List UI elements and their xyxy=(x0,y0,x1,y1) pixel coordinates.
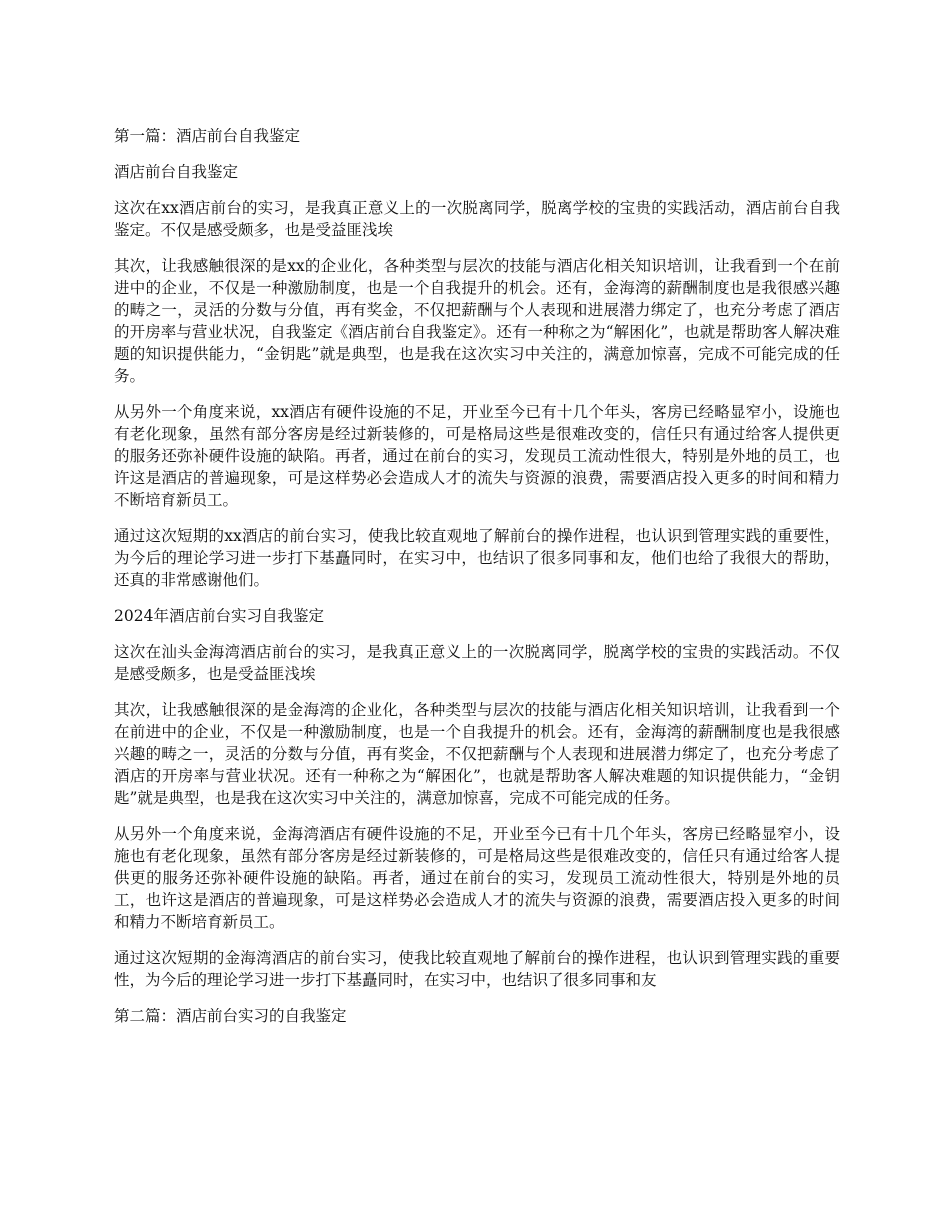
paragraph: 通过这次短期的金海湾酒店的前台实习，使我比较直观地了解前台的操作进程，也认识到管理实践的重要性，为今后的理论学习进一步打下基矗同时，在实习中，也结识了很多同事和友 xyxy=(114,949,840,989)
sub-title-1: 酒店前台自我鉴定 xyxy=(114,163,239,181)
paragraph: 这次在汕头金海湾酒店前台的实习，是我真正意义上的一次脱离同学，脱离学校的宝贵的实践活动。不仅是感受颇多，也是受益匪浅埃 xyxy=(114,643,840,683)
section-title-2: 第二篇：酒店前台实习的自我鉴定 xyxy=(114,1007,347,1025)
paragraph: 从另外一个角度来说，金海湾酒店有硬件设施的不足，开业至今已有十几个年头，客房已经略显窄小，设施也有老化现象，虽然有部分客房是经过新装修的，可是格局这些是很难改变的，信任只有通过给客人提供更的服务还弥补硬件设施的缺陷。再者，通过在前台的实习，发现员工流动性很大，特别是外地的员工，也许这是酒店的普遍现象，可是这样势必会造成人才的流失与资源的浪费，需要酒店投入更多的时间和精力不断培育新员工。 xyxy=(114,825,840,931)
paragraph: 这次在xx酒店前台的实习，是我真正意义上的一次脱离同学，脱离学校的宝贵的实践活动，酒店前台自我鉴定。不仅是感受颇多，也是受益匪浅埃 xyxy=(114,199,840,239)
section-title-1: 第一篇：酒店前台自我鉴定 xyxy=(114,127,301,145)
paragraph: 通过这次短期的xx酒店的前台实习，使我比较直观地了解前台的操作进程，也认识到管理实践的重要性，为今后的理论学习进一步打下基矗同时，在实习中，也结识了很多同事和友，他们也给了我很大的帮助，还真的非常感谢他们。 xyxy=(114,527,840,589)
paragraph: 其次，让我感触很深的是金海湾的企业化，各种类型与层次的技能与酒店化相关知识培训，让我看到一个在前进中的企业，不仅是一种激励制度，也是一个自我提升的机会。还有，金海湾的薪酬制度也是我很感兴趣的畴之一，灵活的分数与分值，再有奖金，不仅把薪酬与个人表现和进展潜力绑定了，也充分考虑了酒店的开房率与营业状况。还有一种称之为“解困化”，也就是帮助客人解决难题的知识提供能力，“金钥匙”就是典型，也是我在这次实习中关注的，满意加惊喜，完成不可能完成的任务。 xyxy=(114,701,840,807)
sub-title-2: 2024年酒店前台实习自我鉴定 xyxy=(114,607,324,625)
document-body xyxy=(114,125,840,1041)
paragraph: 从另外一个角度来说，xx酒店有硬件设施的不足，开业至今已有十几个年头，客房已经略显窄小，设施也有老化现象，虽然有部分客房是经过新装修的，可是格局这些是很难改变的，信任只有通过给客人提供更的服务还弥补硬件设施的缺陷。再者，通过在前台的实习，发现员工流动性很大，特别是外地的员工，也许这是酒店的普遍现象，可是这样势必会造成人才的流失与资源的浪费，需要酒店投入更多的时间和精力不断培育新员工。 xyxy=(114,403,840,509)
paragraph: 其次，让我感触很深的是xx的企业化，各种类型与层次的技能与酒店化相关知识培训，让我看到一个在前进中的企业，不仅是一种激励制度，也是一个自我提升的机会。还有，金海湾的薪酬制度也是我很感兴趣的畴之一，灵活的分数与分值，再有奖金，不仅把薪酬与个人表现和进展潜力绑定了，也充分考虑了酒店的开房率与营业状况，自我鉴定《酒店前台自我鉴定》。还有一种称之为“解困化”，也就是帮助客人解决难题的知识提供能力，“金钥匙”就是典型，也是我在这次实习中关注的，满意加惊喜，完成不可能完成的任务。 xyxy=(114,257,840,385)
